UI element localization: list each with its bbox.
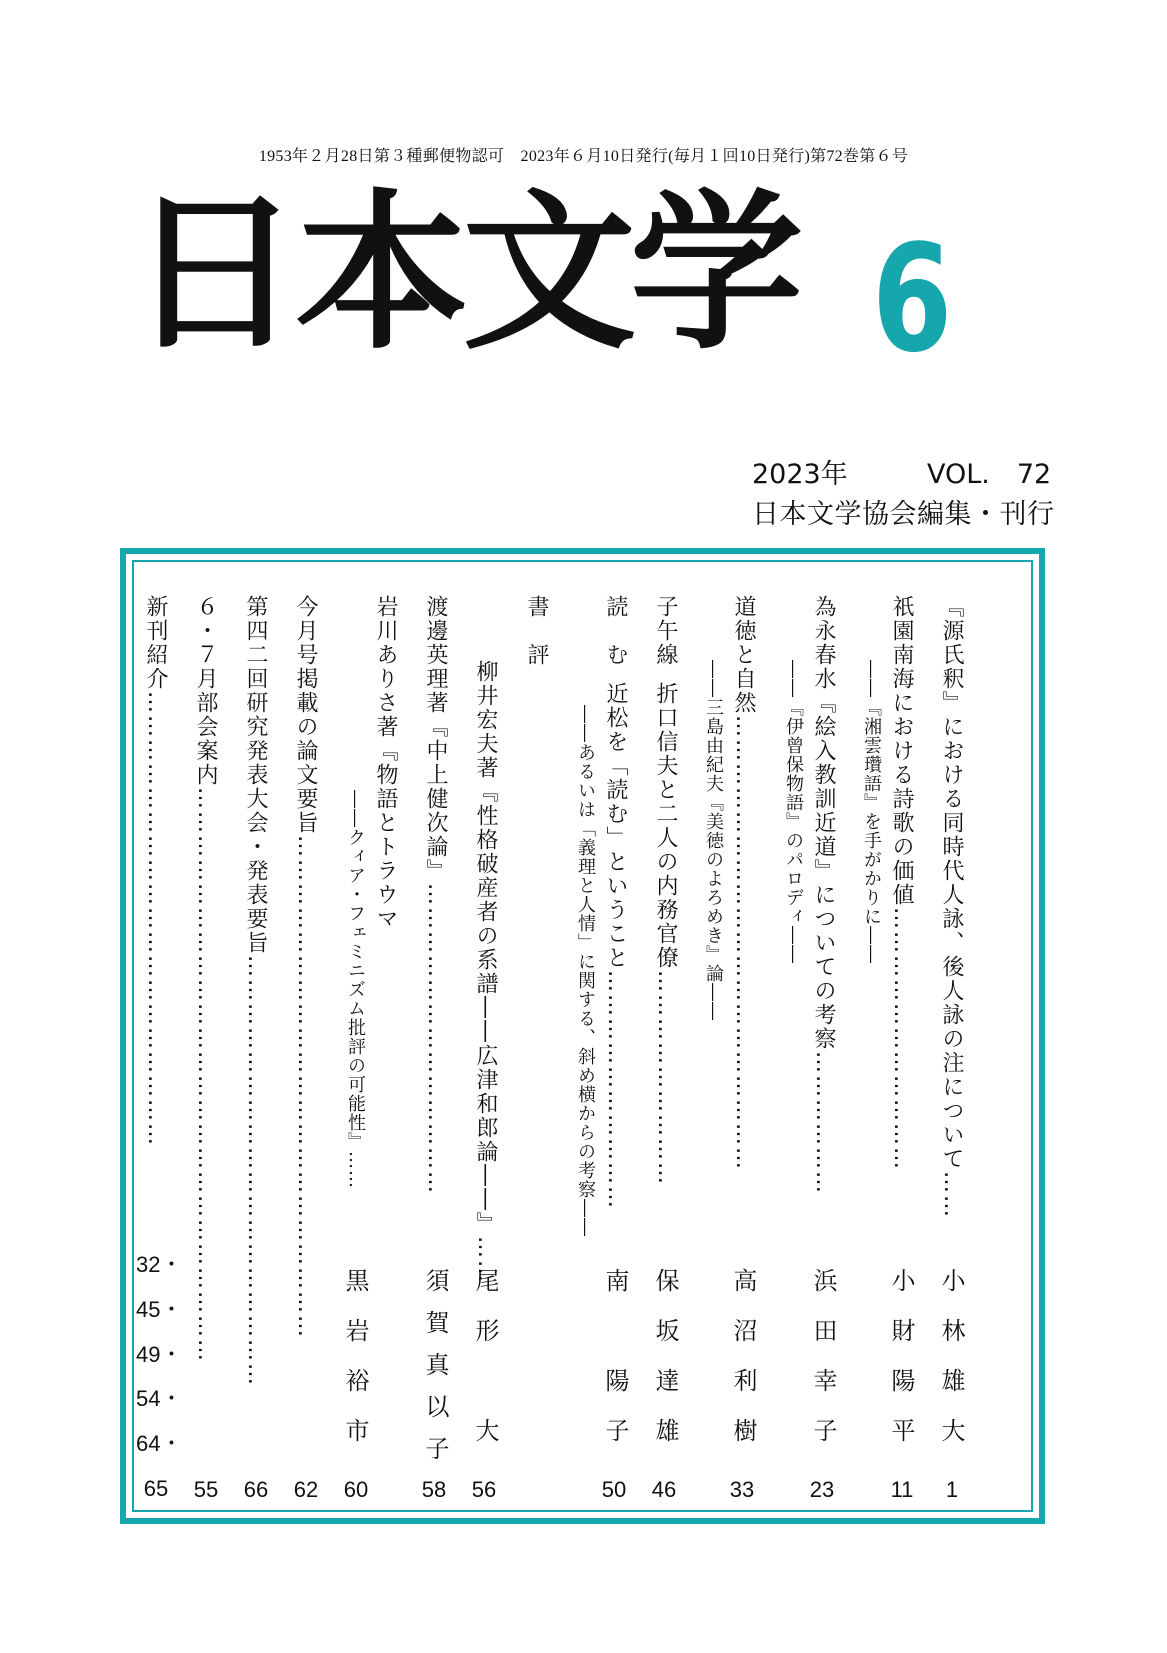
toc-entry-1-page: 1 xyxy=(945,1477,959,1502)
page-number: 54・ xyxy=(136,1386,183,1412)
toc-entry-6-section: 読 む xyxy=(603,595,628,667)
publisher: 日本文学協会編集・刊行 xyxy=(752,499,1055,530)
volume: VOL. 72 xyxy=(927,459,1052,490)
toc-entry-9-title[interactable]: 岩川ありさ著『物語とトラウマ xyxy=(373,595,398,931)
toc-entry-3-author: 浜田幸子 xyxy=(809,1268,837,1468)
toc-entry-12-title[interactable]: ６・７月部会案内……………………………………………………………… xyxy=(193,595,218,1363)
toc-entry-8-author: 須賀真以子 xyxy=(421,1268,449,1478)
toc-entry-8-page: 58 xyxy=(421,1477,447,1502)
toc-entry-10-page: 62 xyxy=(293,1477,319,1502)
toc-entry-3-subtitle: ――『伊曾保物語』のパロディ―― xyxy=(783,660,804,964)
issue-number: 6 xyxy=(872,213,953,385)
toc-entry-1-author: 小林雄大 xyxy=(937,1268,965,1468)
toc-entry-9-subtitle: ――クィア・フェミニズム批評の可能性』…… xyxy=(345,790,366,1189)
issue-notice: 1953年２月28日第３種郵便物認可 2023年６月10日発行(毎月１回10日発行)第72巻第６号 xyxy=(258,148,909,165)
toc-entry-5-section: 子午線 xyxy=(653,595,678,667)
toc-entry-4-title[interactable]: 道徳と自然………………………………………………… xyxy=(731,595,756,1171)
toc-entry-6-subtitle: ――あるいは「義理と人情」に関する、斜め横からの考察―― xyxy=(575,705,596,1237)
toc-entry-4-author: 高沼利樹 xyxy=(729,1268,757,1468)
toc-entry-5-title[interactable]: 折口信夫と二人の内務官僚……………………… xyxy=(653,682,678,1186)
page-number: 49・ xyxy=(136,1341,183,1367)
toc-entry-6-page: 50 xyxy=(601,1477,627,1502)
toc-entry-4-subtitle: ――三島由紀夫『美徳のよろめき』論―― xyxy=(703,660,724,1021)
toc-entry-11-title[interactable]: 第四二回研究発表大会・発表要旨……………………………………………… xyxy=(243,595,268,1387)
toc-entry-7-author: 尾形 大 xyxy=(471,1268,499,1468)
toc-entry-2-author: 小財陽平 xyxy=(887,1268,915,1468)
page-number: 45・ xyxy=(136,1296,183,1322)
review-heading: 書 評 xyxy=(524,595,549,667)
year: 2023年 xyxy=(752,459,848,490)
toc-entry-12-page: 55 xyxy=(193,1477,219,1502)
toc-entry-8-title[interactable]: 渡邊英理著『中上健次論』………………………………… xyxy=(423,595,448,1195)
toc-entry-5-author: 保坂達雄 xyxy=(651,1268,679,1468)
toc-entry-4-page: 33 xyxy=(729,1477,755,1502)
toc-entry-1-title[interactable]: 『源氏釈』における同時代人詠、後人詠の注について…… xyxy=(939,595,964,1219)
toc-entry-10-title[interactable]: 今月号掲載の論文要旨……………………………………………………… xyxy=(293,595,318,1339)
toc-entry-7-title[interactable]: 柳井宏夫著『性格破産者の系譜――広津和郎論――』…… xyxy=(473,660,498,1284)
toc-entry-3-title[interactable]: 為永春水『絵入教訓近道』についての考察……………… xyxy=(811,595,836,1195)
toc-entry-5-page: 46 xyxy=(651,1477,677,1502)
journal-title: 日本文学 xyxy=(128,173,798,373)
toc-entry-3-page: 23 xyxy=(809,1477,835,1502)
toc-entry-6-title[interactable]: 近松を「読む」ということ………………………… xyxy=(603,682,628,1210)
toc-entry-7-page: 56 xyxy=(471,1477,497,1502)
toc-entry-2-page: 11 xyxy=(890,1477,914,1502)
toc-entry-2-subtitle: ――『湘雲瓚語』を手がかりに―― xyxy=(861,660,882,964)
page-number: 64・ xyxy=(136,1431,183,1457)
toc-entry-13-title[interactable]: 新刊紹介………………………………………………… xyxy=(143,595,168,1147)
page-number: 65 xyxy=(143,1475,169,1501)
toc-entry-9-author: 黒岩裕市 xyxy=(341,1268,369,1468)
toc-entry-13-pages xyxy=(136,1243,183,1512)
toc-entry-6-author: 南 陽子 xyxy=(601,1268,629,1468)
page-number: 32・ xyxy=(136,1252,183,1277)
year-volume xyxy=(752,452,1052,491)
toc-entry-9-page: 60 xyxy=(343,1477,369,1502)
toc-entry-11-page: 66 xyxy=(243,1477,269,1502)
toc-entry-2-title[interactable]: 祇園南海における詩歌の価値…………………………… xyxy=(889,595,914,1171)
